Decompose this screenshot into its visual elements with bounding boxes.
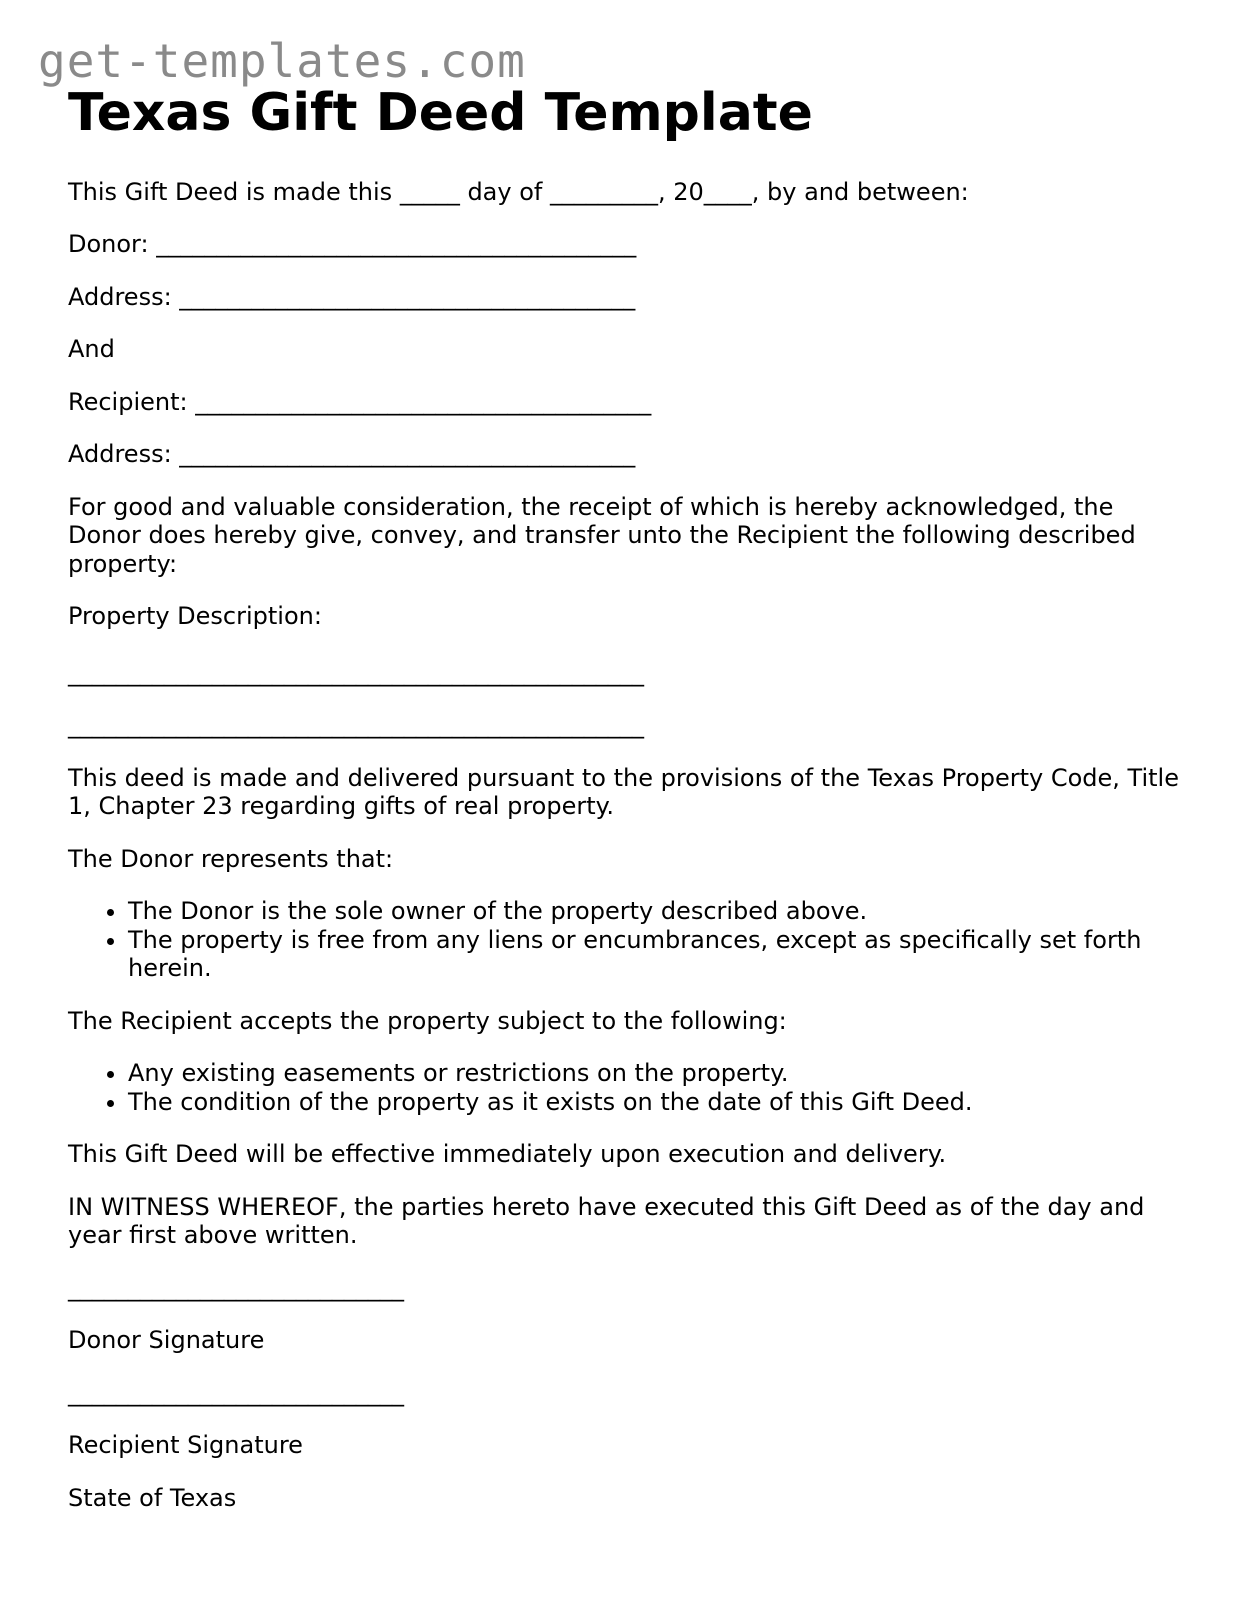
intro-line: This Gift Deed is made this _____ day of _________, 20____, by and between: — [68, 177, 969, 206]
recipient-field: Recipient: ______________________________________ — [68, 387, 652, 416]
page-title: Texas Gift Deed Template — [68, 83, 813, 143]
and-label: And — [68, 335, 115, 364]
list-item: • The property is free from any liens or encumbrances, except as specifically set forth herein. — [128, 926, 1188, 983]
donor-represents-label: The Donor represents that: — [68, 844, 394, 873]
state-label: State of Texas — [68, 1483, 237, 1512]
property-blank-line-1: ________________________________________________ — [68, 658, 644, 687]
witness-paragraph: IN WITNESS WHEREOF, the parties hereto have executed this Gift Deed as of the day and year first above written. — [68, 1192, 1145, 1250]
effective-paragraph: This Gift Deed will be effective immediately upon execution and delivery. — [68, 1140, 947, 1169]
consideration-paragraph: For good and valuable consideration, the receipt of which is hereby acknowledged, the Donor does hereby give, convey, and transfer unto the Recipient the following described property: — [68, 492, 1136, 578]
recipient-address-field: Address: ______________________________________ — [68, 440, 636, 469]
donor-field: Donor: ________________________________________ — [68, 230, 637, 259]
donor-address-field: Address: ______________________________________ — [68, 282, 636, 311]
document-body — [68, 84, 1188, 1536]
list-item: • The Donor is the sole owner of the property described above. — [128, 897, 1188, 926]
recipient-signature-line: ____________________________ — [68, 1378, 404, 1407]
donor-representations-list — [68, 897, 1188, 983]
property-description-label: Property Description: — [68, 602, 322, 631]
donor-signature-line: ____________________________ — [68, 1273, 404, 1302]
list-item: • The condition of the property as it exists on the date of this Gift Deed. — [128, 1088, 1188, 1117]
list-item: • Any existing easements or restrictions on the property. — [128, 1059, 1188, 1088]
watermark: get-templates.com — [38, 34, 526, 88]
statute-paragraph: This deed is made and delivered pursuant to the provisions of the Texas Property Code, Title 1, Chapter 23 regarding gifts of real property. — [68, 763, 1179, 821]
property-blank-line-2: ________________________________________________ — [68, 711, 644, 740]
recipient-conditions-list — [68, 1059, 1188, 1116]
recipient-signature-label: Recipient Signature — [68, 1431, 303, 1460]
recipient-accepts-label: The Recipient accepts the property subject to the following: — [68, 1006, 787, 1035]
donor-signature-label: Donor Signature — [68, 1326, 265, 1355]
